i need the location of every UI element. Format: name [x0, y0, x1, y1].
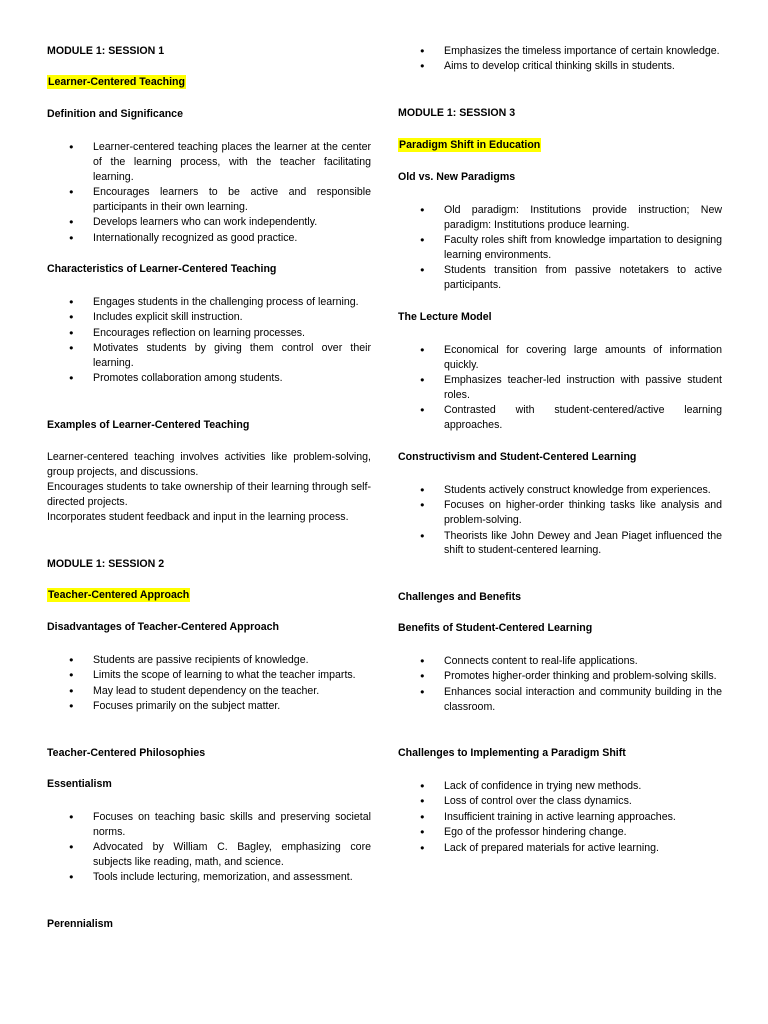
list-item: ● Includes explicit skill instruction.	[47, 310, 371, 325]
bullet-list	[398, 654, 722, 715]
list-item: ● Students transition from passive notetakers to active participants.	[398, 263, 722, 293]
list-item: ● Students actively construct knowledge from experiences.	[398, 483, 722, 498]
list-item: ● Engages students in the challenging process of learning.	[47, 295, 371, 310]
module-heading: MODULE 1: SESSION 1	[47, 45, 165, 57]
bullet-list	[47, 653, 371, 715]
bullet-list	[398, 44, 722, 75]
section-title	[398, 138, 541, 153]
subheading: Teacher-Centered Philosophies	[47, 747, 206, 759]
list-item: ● Motivates students by giving them control over their learning.	[47, 341, 371, 371]
module-heading: MODULE 1: SESSION 2	[47, 558, 165, 570]
list-item: ● Emphasizes teacher-led instruction with passive student roles.	[398, 373, 722, 403]
list-item: ● Promotes collaboration among students.	[47, 371, 371, 386]
list-item: ● Faculty roles shift from knowledge impartation to designing learning environments.	[398, 233, 722, 263]
subheading: The Lecture Model	[398, 311, 492, 323]
bullet-list	[398, 779, 722, 856]
list-item: ● Loss of control over the class dynamics.	[398, 794, 722, 809]
highlighted-title: Learner-Centered Teaching	[48, 76, 185, 88]
list-item: ● Connects content to real-life applications.	[398, 654, 722, 669]
list-item: ● Tools include lecturing, memorization, and assessment.	[47, 870, 371, 885]
list-item: ● May lead to student dependency on the teacher.	[47, 684, 371, 699]
list-item: ● Enhances social interaction and community building in the classroom.	[398, 685, 722, 715]
list-item: ● Insufficient training in active learning approaches.	[398, 810, 722, 825]
section-title	[47, 75, 186, 90]
list-item: ● Internationally recognized as good practice.	[47, 231, 371, 246]
list-item: ● Ego of the professor hindering change.	[398, 825, 722, 840]
list-item: ● Develops learners who can work independently.	[47, 215, 371, 230]
paragraph: Incorporates student feedback and input in the learning process.	[47, 511, 349, 523]
list-item: ● Theorists like John Dewey and Jean Piaget influenced the shift to student-centered learning.	[398, 529, 722, 559]
list-item: ● Promotes higher-order thinking and problem-solving skills.	[398, 669, 722, 684]
highlighted-title: Paradigm Shift in Education	[399, 139, 541, 151]
paragraph: Encourages students to take ownership of their learning through self-directed projects.	[47, 481, 371, 508]
list-item: ● Old paradigm: Institutions provide instruction; New paradigm: Institutions produce learning.	[398, 203, 722, 233]
subheading: Essentialism	[47, 778, 112, 790]
bullet-list	[398, 203, 722, 294]
list-item: ● Lack of prepared materials for active learning.	[398, 841, 722, 856]
list-item: ● Advocated by William C. Bagley, emphasizing core subjects like reading, math, and science.	[47, 840, 371, 870]
list-item: ● Focuses primarily on the subject matter.	[47, 699, 371, 714]
subheading: Benefits of Student-Centered Learning	[398, 622, 593, 634]
bullet-list	[398, 343, 722, 434]
list-item: ● Contrasted with student-centered/active learning approaches.	[398, 403, 722, 433]
bullet-list	[47, 810, 371, 886]
list-item: ● Encourages reflection on learning processes.	[47, 326, 371, 341]
subheading: Disadvantages of Teacher-Centered Approach	[47, 621, 279, 633]
list-item: ● Learner-centered teaching places the learner at the center of the learning process, with the teacher facilitating learning.	[47, 140, 371, 184]
subheading: Examples of Learner-Centered Teaching	[47, 419, 250, 431]
section-title	[47, 588, 190, 603]
list-item: ● Lack of confidence in trying new methods.	[398, 779, 722, 794]
subheading: Perennialism	[47, 918, 113, 930]
highlighted-title: Teacher-Centered Approach	[48, 589, 190, 601]
subheading: Challenges and Benefits	[398, 591, 522, 603]
subheading: Challenges to Implementing a Paradigm Shift	[398, 747, 626, 759]
list-item: ● Economical for covering large amounts of information quickly.	[398, 343, 722, 373]
module-heading: MODULE 1: SESSION 3	[398, 107, 516, 119]
paragraph: Learner-centered teaching involves activities like problem-solving, group projects, and discussions.	[47, 451, 371, 478]
bullet-list	[47, 295, 371, 387]
list-item: ● Focuses on higher-order thinking tasks like analysis and problem-solving.	[398, 498, 722, 528]
list-item: ● Encourages learners to be active and responsible participants in their own learning.	[47, 185, 371, 215]
list-item: ● Students are passive recipients of knowledge.	[47, 653, 371, 668]
subheading: Definition and Significance	[47, 108, 183, 120]
list-item: ● Limits the scope of learning to what the teacher imparts.	[47, 668, 371, 683]
bullet-list	[47, 140, 371, 246]
list-item: ● Emphasizes the timeless importance of certain knowledge.	[398, 44, 722, 59]
subheading: Old vs. New Paradigms	[398, 171, 516, 183]
subheading: Characteristics of Learner-Centered Teaching	[47, 263, 277, 275]
bullet-list	[398, 483, 722, 559]
list-item: ● Focuses on teaching basic skills and preserving societal norms.	[47, 810, 371, 840]
subheading: Constructivism and Student-Centered Learning	[398, 451, 637, 463]
list-item: ● Aims to develop critical thinking skills in students.	[398, 59, 722, 74]
